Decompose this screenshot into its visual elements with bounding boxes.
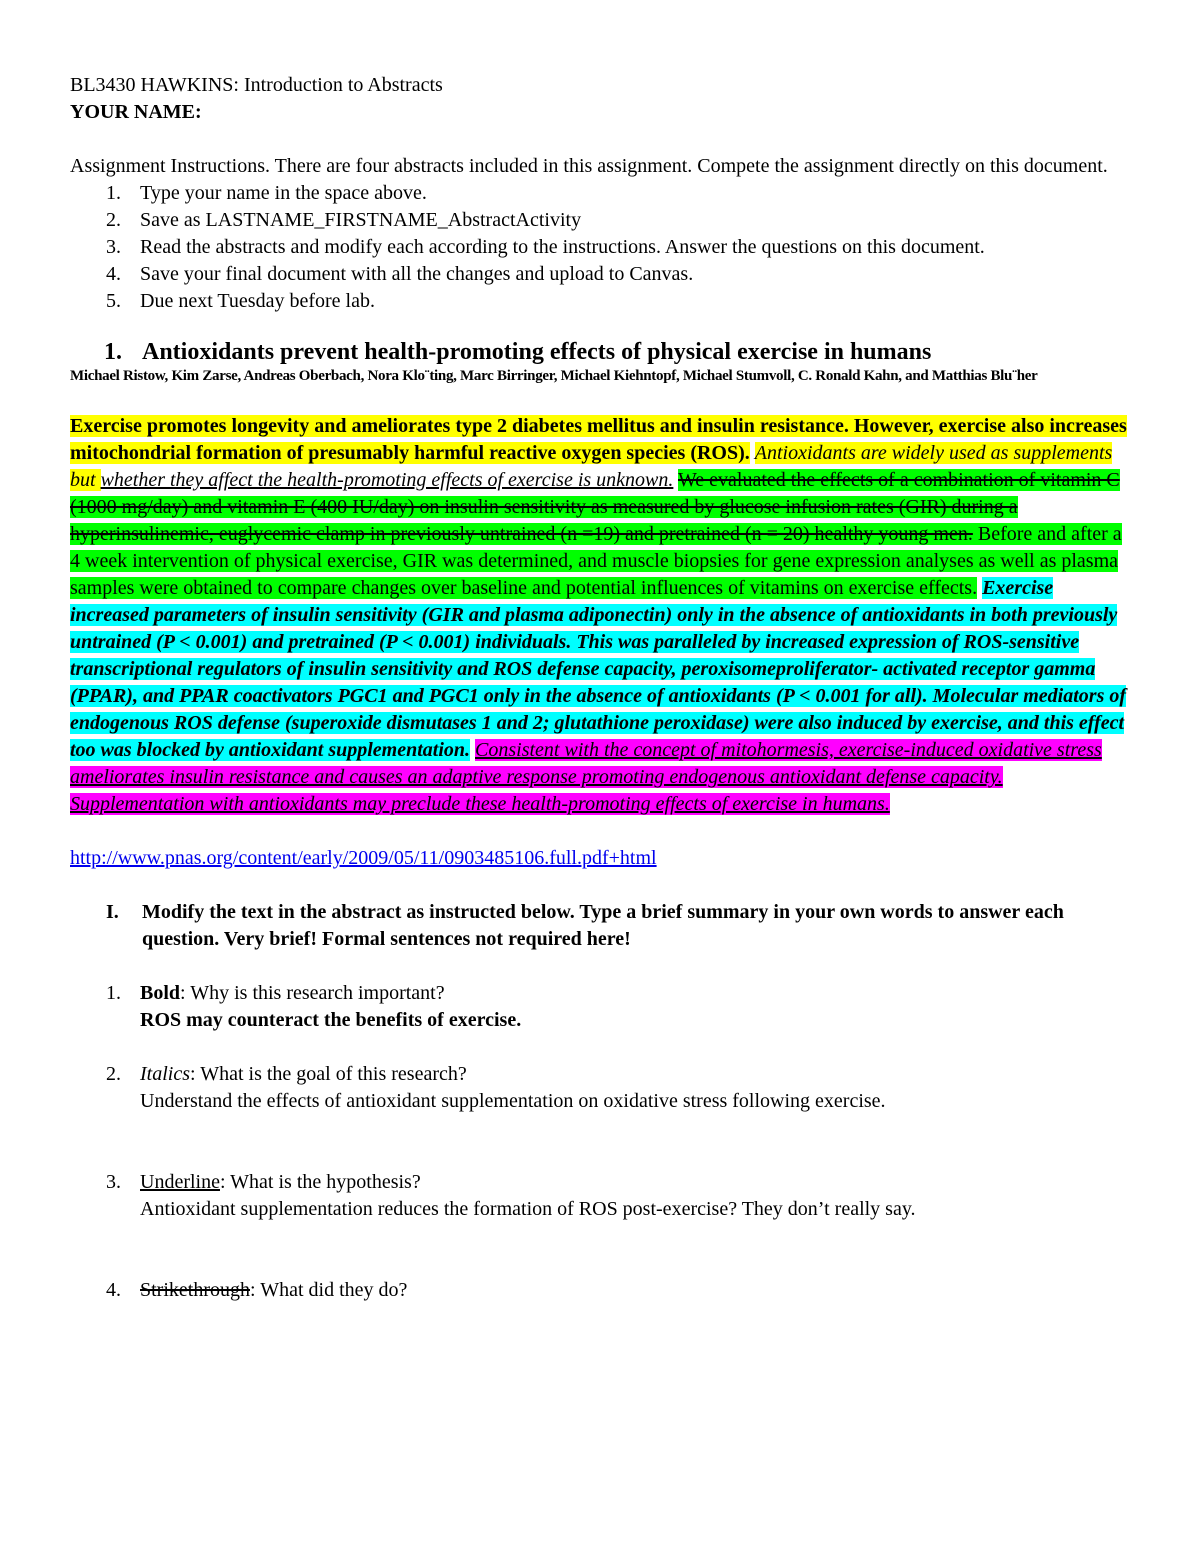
list-item: 4. Save your final document with all the changes and upload to Canvas. [106, 263, 694, 285]
abstract-title: 1. Antioxidants prevent health-promoting effects of physical exercise in humans [104, 339, 932, 365]
list-item: 2. Save as LASTNAME_FIRSTNAME_AbstractActivity [106, 209, 582, 231]
question-item: 3. Underline: What is the hypothesis? Antioxidant supplementation reduces the formation of ROS post-exercise? They don’t really say. [70, 1169, 1130, 1223]
assignment-instructions: Assignment Instructions. There are four abstracts included in this assignment. Compete the assignment directly on this document. [70, 155, 1108, 177]
question-item: 2. Italics: What is the goal of this research? Understand the effects of antioxidant supplementation on oxidative stress following exercise. [70, 1061, 1130, 1115]
answer-text: ROS may counteract the benefits of exercise. [140, 1009, 522, 1031]
answer-text: Understand the effects of antioxidant supplementation on oxidative stress following exercise. [140, 1090, 886, 1112]
abstract-hypothesis: whether they affect the health-promoting effects of exercise is unknown. [100, 469, 674, 491]
abstract-authors: Michael Ristow, Kim Zarse, Andreas Oberbach, Nora Klo¨ting, Marc Birringer, Michael Kiehntopf, Michael Stumvoll, C. Ronald Kahn, and Matthias Blu¨her [70, 368, 1038, 384]
abstract-body [70, 413, 1130, 818]
abstract-conclusion: Consistent with the concept of mitohormesis, exercise-induced oxidative stress ameliorates insulin resistance and causes an adaptive response promoting endogenous antioxidant defense capacity. Supplementation with antioxidants may preclude these health-promoting effects of exercise in humans. [70, 739, 1102, 815]
article-link[interactable]: http://www.pnas.org/content/early/2009/05/11/0903485106.full.pdf+html [70, 847, 657, 869]
answer-text: Antioxidant supplementation reduces the formation of ROS post-exercise? They don’t really say. [140, 1198, 916, 1220]
abstract-goal: Antioxidants are widely used as supplements but [70, 442, 1113, 491]
abstract-results: Exercise increased parameters of insulin sensitivity (GIR and plasma adiponectin) only in the absence of antioxidants in both previously untrained (P < 0.001) and pretrained (P < 0.001) individuals. This was paralleled by increased expression of ROS-sensitive transcriptional regulators of insulin sensitivity and ROS defense capacity, peroxisomeproliferator- activated receptor gamma (PPAR), and PPAR coactivators PGC1 and PGC1 only in the absence of antioxidants (P < 0.001 for all). Molecular mediators of endogenous ROS defense (superoxide dismutases 1 and 2; glutathione peroxidase) were also induced by exercise, and this effect too was blocked by antioxidant supplementation. [70, 577, 1127, 761]
document-page [70, 72, 1130, 1304]
list-item: 5. Due next Tuesday before lab. [106, 290, 375, 312]
your-name-label: YOUR NAME: [70, 101, 202, 123]
question-item: 4. Strikethrough: What did they do? [106, 1279, 408, 1301]
instruction-list [70, 180, 1130, 315]
section-heading: I. Modify the text in the abstract as instructed below. Type a brief summary in your own words to answer each question. Very brief! Formal sentences not required here! [106, 901, 1064, 950]
abstract-procedure: Before and after a 4 week intervention of physical exercise, GIR was determined, and muscle biopsies for gene expression analyses as well as plasma samples were obtained to compare changes over baseline and potential influences of vitamins on exercise effects. [70, 523, 1122, 599]
list-item: 3. Read the abstracts and modify each according to the instructions. Answer the questions on this document. [106, 236, 985, 258]
course-header: BL3430 HAWKINS: Introduction to Abstracts [70, 74, 443, 96]
abstract-methods: We evaluated the effects of a combination of vitamin C (1000 mg/day) and vitamin E (400 IU/day) on insulin sensitivity as measured by glucose infusion rates (GIR) during a hyperinsulinemic, euglycemic clamp in previously untrained (n =19) and pretrained (n = 20) healthy young men. [70, 469, 1120, 545]
abstract-importance: Exercise promotes longevity and ameliorates type 2 diabetes mellitus and insulin resistance. However, exercise also increases mitochondrial formation of presumably harmful reactive oxygen species (ROS). [70, 415, 1127, 464]
list-item: 1. Type your name in the space above. [106, 182, 427, 204]
question-item: 1. Bold: Why is this research important? ROS may counteract the benefits of exercise. [70, 980, 1130, 1034]
